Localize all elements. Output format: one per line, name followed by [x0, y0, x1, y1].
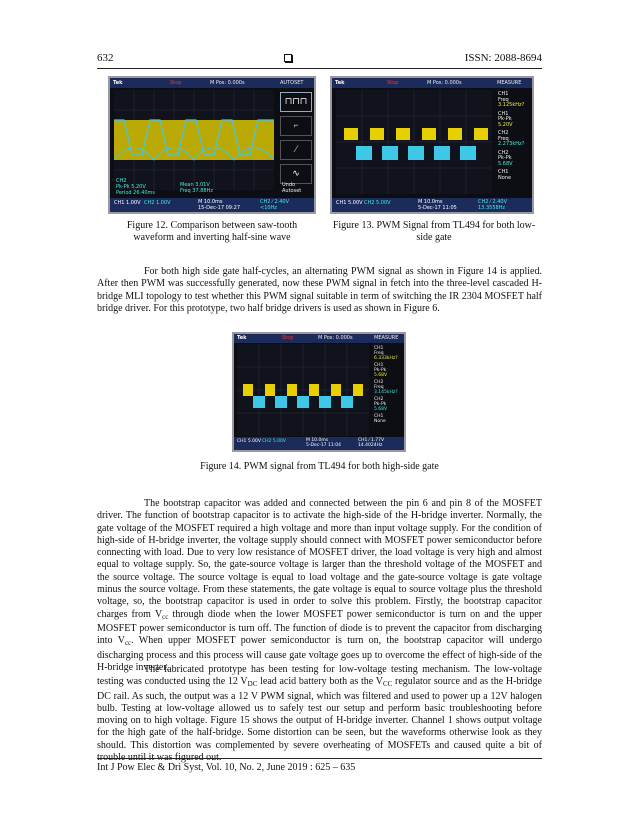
waveform-display	[336, 90, 492, 194]
ch2-scale: CH2 5.00V	[262, 439, 286, 444]
mode-label: Stop	[170, 80, 182, 86]
mode-label: Stop	[282, 335, 294, 341]
oscilloscope-figure-14	[232, 332, 406, 452]
mpos-label: M Pos: 0.000s	[210, 80, 245, 86]
brand-label: Tek	[335, 80, 345, 86]
page-number: 632	[97, 52, 114, 64]
header-box-icon	[284, 54, 292, 62]
oscilloscope-figure-12	[108, 76, 316, 214]
body-paragraph-1: For both high side gate half-cycles, an alternating PWM signal as shown in Figure 14 is applied. After then PWM was successfully generated, now these PWM signal in fetch into the three-level cascaded H-bridge MLI topology to test whether this PWM signal suitable in term of switching the IR 2304 MOSFET half bridge driver. For this prototype, two half bridge drivers is used as shown in Figure 6.	[97, 266, 542, 314]
undo-autoset: Undo Autoset	[282, 182, 302, 194]
brand-label: Tek	[113, 80, 123, 86]
sine-icon: ∿	[280, 164, 312, 184]
menu-title: MEASURE	[374, 335, 399, 341]
oscilloscope-figure-13	[330, 76, 534, 214]
ch1-scale: CH1 1.00V	[114, 200, 141, 206]
body-paragraph-3: The fabricated prototype has been testing for low-voltage testing mechanism. The low-voltage testing was conducted using the 12 $V_{DC}$ lead acid battery both as the $V_{CC}$ regulator source and as the H-bridge DC rail. As such, the output was a 12 V PWM signal, which was filtered and used to power up a 12V halogen bulb. Testing at low-voltage allowed us to safely test our setup and perform basic troubleshooting before moving on to high voltage. Figure 15 shows the output of H-bridge inverter. Channel 1 shows output voltage for the high gate of the half-bridge. Some distortion can be seen, but the waveforms otherwise look as they should. This distortion was complemented by severe overheating of MOSFETs and caused quite a bit of	[97, 664, 542, 751]
waveform-display	[237, 344, 369, 436]
menu-title: AUTOSET	[280, 80, 304, 86]
pulse-icon: ⌐	[280, 116, 312, 136]
caption-figure-14: Figure 14. PWM signal from TL494 for both high-side gate	[200, 461, 439, 472]
menu-title: MEASURE	[497, 80, 522, 86]
mean-freq-status: Mean 3.01V Freq 37.88Hz	[180, 182, 213, 194]
ch2-scale: CH2 5.00V	[364, 200, 391, 206]
issn: ISSN: 2088-8694	[464, 52, 542, 64]
mpos-label: M Pos: 0.000s	[427, 80, 462, 86]
timebase: M 10.0ms 5-Dec-17 11:05	[418, 199, 457, 211]
caption-figure-12: Figure 12. Comparison between saw-tooth waveform and inverting half-sine wave	[126, 220, 298, 243]
trigger: CH2 ⁄ 2.40V <10Hz	[260, 199, 289, 211]
footer-rule	[97, 758, 542, 759]
measure-menu: CH1 Freq 3.125kHz? CH1 Pk-Pk 5.20V CH2 Freq 2.273kHz? CH2 Pk-Pk 5.68V CH1 None	[498, 91, 525, 181]
measure-menu: CH1 Freq 6.333kHz? CH1 Pk-Pk 5.68V CH2 Freq 3.145kHz? CH2 Pk-Pk 5.68V CH1 None	[374, 346, 398, 424]
autoset-menu	[280, 92, 312, 188]
header-rule	[97, 68, 542, 69]
square-wave-icon: ⊓⊓⊓	[280, 92, 312, 112]
ch1-scale: CH1 5.00V	[336, 200, 363, 206]
ch1-scale: CH1 5.00V	[237, 439, 261, 444]
footer-citation: Int J Pow Elec & Dri Syst, Vol. 10, No. 2, June 2019 : 625 – 635	[97, 762, 356, 773]
trigger: CH1 ⁄ 1.77V 14.4024Hz	[358, 438, 385, 448]
mode-label: Stop	[387, 80, 399, 86]
timebase: M 10.0ms 15-Dec-17 09:27	[198, 199, 241, 211]
brand-label: Tek	[237, 335, 247, 341]
caption-figure-13: Figure 13. PWM Signal from TL494 for both low- side gate	[332, 220, 536, 243]
timebase: M 10.0ms 5-Dec-17 11:04	[306, 438, 341, 448]
ch2-scale: CH2 1.00V	[144, 200, 171, 206]
mpos-label: M Pos: 0.000s	[318, 335, 353, 341]
trigger: CH2 ⁄ 2.40V 13.3558Hz	[478, 199, 507, 211]
body-paragraph-2: The bootstrap capacitor was added and connected between the pin 6 and pin 8 of the MOSFET driver. The function of bootstrap capacitor is to activate the high-side of the H-bridge inverter. Normally, the gate voltage of the MOSFET required a high voltage and more than input voltage supply. For the condition of high-side of H-bridge inverter, the voltage supply should connect with MOSFET power semiconductor before connecting with load. Due to very low resistance of MOSFET driver, the load voltage is very high and almost equal to voltage supply. So, the gate-source voltage is larger than the threshold voltage of the MOSFET and the source voltage. The source voltage is equal to load voltage and the gate-source voltage is gate voltage minus the source voltage. From these statements, the gate voltage is equal to source voltage plus the threshold voltage, so, the bootstrap capacitor is used in order to solve this problem. Firstly, the bootstrap capacitor charges from $V_{cc}$ through diode when the lower MOSFET power semiconductor is turn on and the upper MOSFET power semiconductor is turn off. The function of diode is to prevent the capacitor from discharging into $V_{cc}$. When upper MOSFET power semiconductor is turn on, the bootstrap capacitor will undergo discharging process and this process will cause gate voltage goes up to overcome the effect of high-side of the H-bridge inverter.	[97, 498, 542, 673]
waveform-display	[114, 90, 274, 190]
ch2-status: CH2 Pk-Pk 5.20V Period 26.40ms	[116, 178, 155, 196]
ramp-icon: ⁄	[280, 140, 312, 160]
